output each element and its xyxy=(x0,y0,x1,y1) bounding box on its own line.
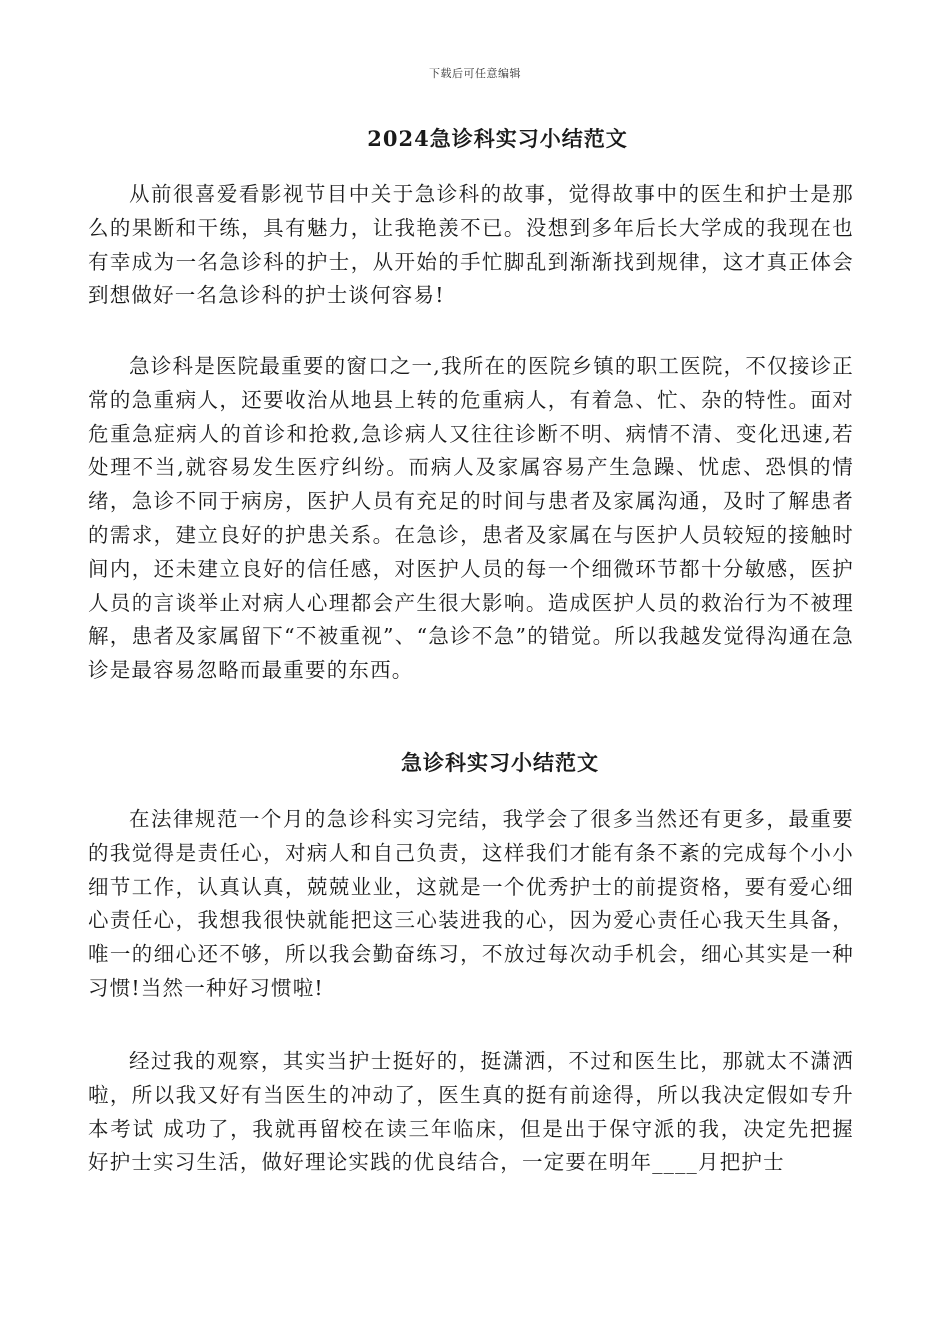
paragraph-4: 经过我的观察，其实当护士挺好的，挺潇洒，不过和医生比，那就太不潇洒啦，所以我又好有当医生的冲动了，医生真的挺有前途得，所以我决定假如专升本考试 成功了，我就再留校在读三年临床，但是出于保守派的我，决定先把握好护士实习生活，做好理论实践的优良结合，一定要在明年____月把护士 xyxy=(88,1049,854,1175)
section-title-2: 急诊科实习小结范文 xyxy=(401,750,599,775)
header-note: 下载后可任意编辑 xyxy=(429,67,521,80)
paragraph-3: 在法律规范一个月的急诊科实习完结，我学会了很多当然还有更多，最重要的我觉得是责任心，对病人和自己负责，这样我们才能有条不紊的完成每个小小细节工作，认真认真，兢兢业业，这就是一个优秀护士的前提资格，要有爱心细心责任心，我想我很快就能把这三心装进我的心，因为爱心责任心我天生具备，唯一的细心还不够，所以我会勤奋练习，不放过每次动手机会，细心其实是一种习惯!当然一种好习惯啦! xyxy=(88,807,854,1000)
section-title-1: 2024急诊科实习小结范文 xyxy=(367,126,628,151)
paragraph-2: 急诊科是医院最重要的窗口之一,我所在的医院乡镇的职工医院，不仅接诊正常的急重病人，还要收治从地县上转的危重病人，有着急、忙、杂的特性。面对危重急症病人的首诊和抢救,急诊病人又往往诊断不明、病情不清、变化迅速,若处理不当,就容易发生医疗纠纷。而病人及家属容易产生急躁、忧虑、恐惧的情绪，急诊不同于病房，医护人员有充足的时间与患者及家属沟通，及时了解患者的需求，建立良好的护患关系。在急诊，患者及家属在与医护人员较短的接触时间内，还未建立良好的信任感，对医护人员的每一个细微环节都十分敏感，医护人员的言谈举止对病人心理都会产生很大影响。造成医护人员的救治行为不被理解，患者及家属留下“不被重视”、“急诊不急”的错觉。所以我越发觉得沟通在急诊是最容易忽略而最重要的东西。 xyxy=(88,354,854,683)
paragraph-1: 从前很喜爱看影视节目中关于急诊科的故事，觉得故事中的医生和护士是那么的果断和干练，具有魅力，让我艳羡不已。没想到多年后长大学成的我现在也有幸成为一名急诊科的护士，从开始的手忙脚乱到渐渐找到规律，这才真正体会到想做好一名急诊科的护士谈何容易! xyxy=(88,182,854,308)
